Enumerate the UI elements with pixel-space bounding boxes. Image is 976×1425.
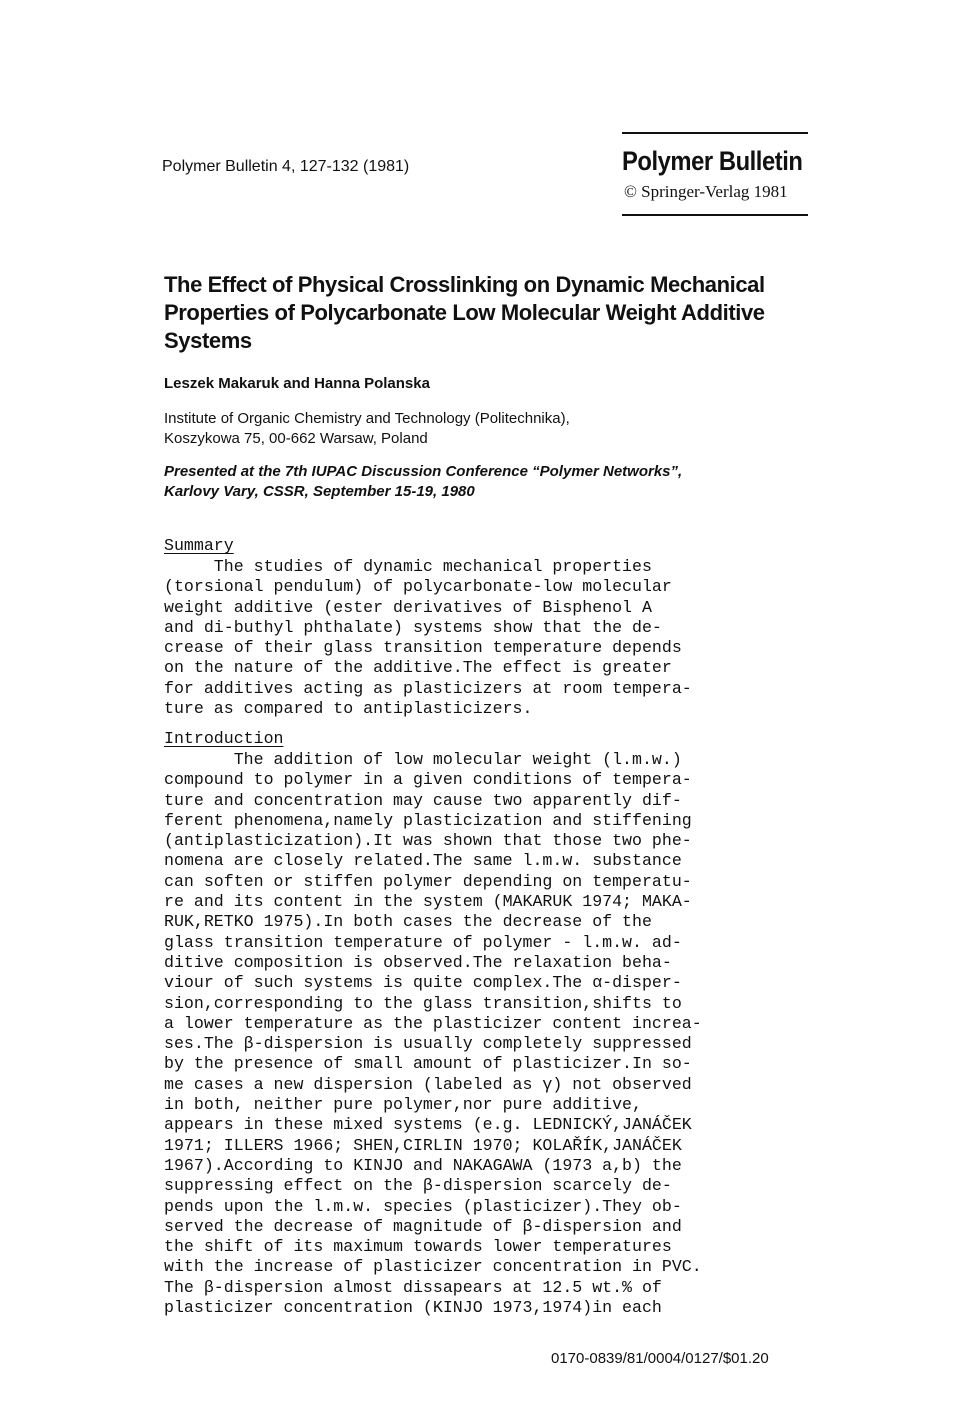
article-title: The Effect of Physical Crosslinking on Dynamic Mechanical Properties of Polycarbonate Low Molecular Weight Additive Systems	[164, 272, 765, 353]
summary-heading: Summary	[164, 536, 234, 555]
summary-text: The studies of dynamic mechanical properties (torsional pendulum) of polycarbonate-low molecular weight additive (ester derivatives of Bisphenol A and di-buthyl phthalate) systems show that the de- crease of their glass transition temperature depends on the nature of the additive.The effect is greater for additives acting as plasticizers at room tempera- ture as compared to antiplasticizers.	[164, 557, 692, 719]
author-affiliation	[164, 409, 570, 449]
conference-line: Presented at the 7th IUPAC Discussion Conference “Polymer Networks”,	[164, 463, 683, 480]
masthead-bottom-rule	[622, 214, 808, 216]
masthead-top-rule	[622, 132, 808, 134]
conference-line: Karlovy Vary, CSSR, September 15-19, 1980	[164, 483, 475, 500]
journal-masthead	[622, 132, 808, 216]
introduction-text: The addition of low molecular weight (l.m.w.) compound to polymer in a given conditions of tempera- ture and concentration may cause two apparently dif- ferent phenomena,namely plasticization and stiffening (antiplasticization).It was shown that those two phe- nomena are closely related.The same l.m.w. substance can soften or stiffen polymer depending on temperatu- re and its content in the system (MAKARUK 1974; MAKA- RUK,RETKO 1975).In both cases the decrease of the glass transition temperature of polymer - l.m.w. ad- ditive composition is observed.The relaxation beha- viour of such systems is quite complex.The α-disper- sion,corresponding to the glass transition,shifts to a lower temperature as the plasticizer content increa- ses.The β-dispersion is usually completely suppressed by the presence of small amount of plasticizer.In so- me cases a new dispersion (labeled as γ) not observed in both, neither pure polymer,nor pure additive, appears in these mixed systems (e.g. LEDNICKÝ,JANÁČEK 1971; ILLERS 1966; SHEN,CIRLIN 1970; KOLAŘÍK,JANÁČEK 1967).According to KINJO and NAKAGAWA (1973 a,b) the suppressing effect on the β-dispersion scarcely de- pends upon the l.m.w. species (plasticizer).They ob- served the decrease of magnitude of β-dispersion and the shift of its maximum towards lower temperatures with the increase of plasticizer concentration in PVC. The β-dispersion almost dissapears at 12.5 wt.% of plasticizer concentration (KINJO 1973,1974)in each	[164, 750, 702, 1318]
introduction-heading: Introduction	[164, 729, 284, 748]
affiliation-line: Institute of Organic Chemistry and Technology (Politechnika),	[164, 410, 570, 427]
journal-name: Polymer Bulletin	[622, 146, 803, 176]
article-authors: Leszek Makaruk and Hanna Polanska	[164, 375, 430, 392]
affiliation-line: Koszykowa 75, 00-662 Warsaw, Poland	[164, 430, 428, 447]
journal-citation: Polymer Bulletin 4, 127-132 (1981)	[162, 158, 410, 175]
conference-note	[164, 462, 682, 502]
publisher-copyright: © Springer-Verlag 1981	[624, 182, 788, 201]
copyright-code: 0170-0839/81/0004/0127/$01.20	[551, 1350, 769, 1367]
